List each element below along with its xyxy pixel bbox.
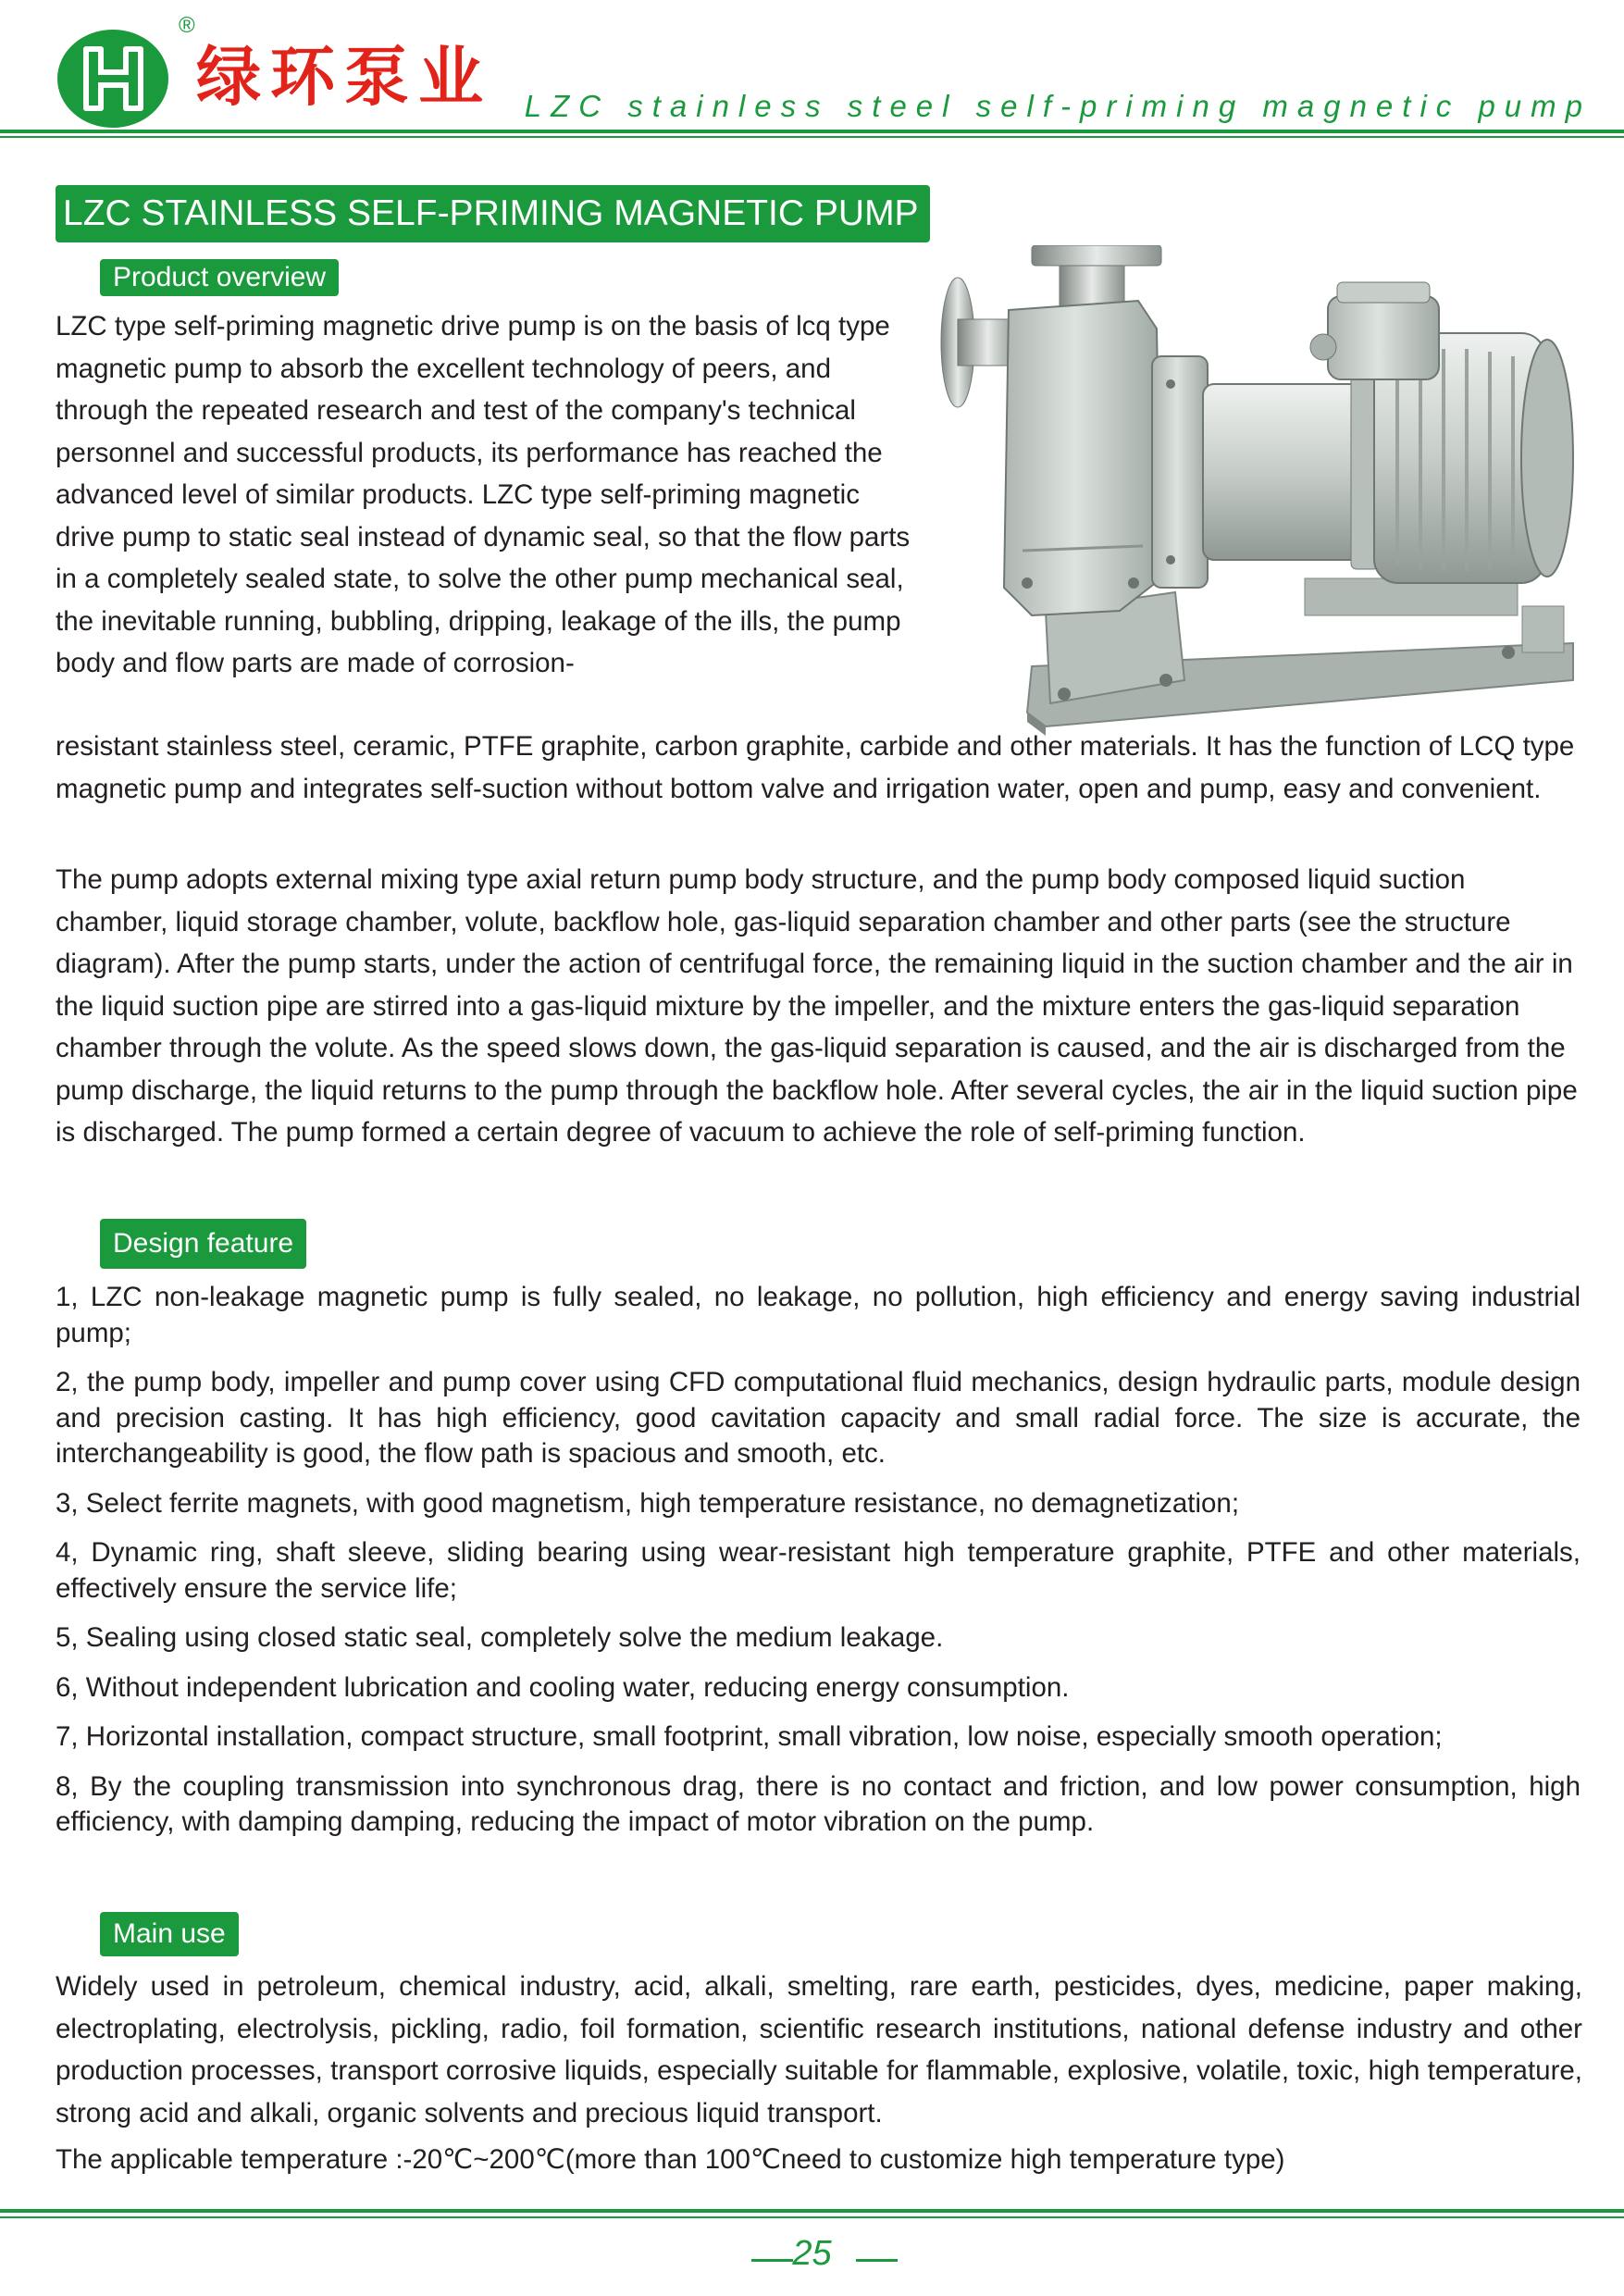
- design-feature-item: 2, the pump body, impeller and pump cover using CFD computational fluid mechanics, design hydraulic parts, module design and precision casting. It has high efficiency, good cavitation capacity and small radial force. The size is accurate, the interchangeability is good, the flow path is spacious and smooth, etc.: [56, 1367, 1581, 1469]
- section-label-main-use: Main use: [100, 1912, 239, 1956]
- registered-mark: ®: [179, 13, 195, 38]
- overview-paragraph-intro-continued: resistant stainless steel, ceramic, PTFE graphite, carbon graphite, carbide and other materials. It has the function of LCQ type magnetic pump and integrates self-suction without bottom valve and irrigation water, open and pump, easy and convenient.: [56, 731, 1575, 804]
- design-feature-item: 6, Without independent lubrication and cooling water, reducing energy consumption.: [56, 1671, 1070, 1703]
- header-tagline: LZC stainless steel self-priming magnetic pump: [524, 89, 1592, 123]
- section-label-design-feature: Design feature: [100, 1219, 306, 1269]
- design-feature-item: 5, Sealing using closed static seal, completely solve the medium leakage.: [56, 1622, 944, 1653]
- overview-paragraph-structure: The pump adopts external mixing type axial return pump body structure, and the pump body composed liquid suction chamber, liquid storage chamber, volute, backflow hole, gas-liquid separation chamber and other parts (see the structure diagram). After the pump starts, under the action of centrifugal force, the remaining liquid in the suction chamber and the air in the liquid suction pipe are stirred into a gas-liquid mixture by the impeller, and the mixture enters the gas-liquid separation chamber through the volute. As the speed slows down, the gas-liquid separation is caused, and the air is discharged from the pump discharge, the liquid returns to the pump through the backflow hole. After several cycles, the air in the liquid suction pipe is discharged. The pump formed a certain degree of vacuum to achieve the role of self-priming function.: [56, 864, 1578, 1148]
- lvhuan-logo-icon: [56, 28, 171, 130]
- section-label-product-overview: Product overview: [100, 259, 339, 296]
- design-feature-item: 1, LZC non-leakage magnetic pump is fully sealed, no leakage, no pollution, high efficiency and energy saving industrial pump;: [56, 1282, 1581, 1348]
- design-feature-list: [56, 1280, 1581, 1855]
- main-use-paragraph: Widely used in petroleum, chemical industry, acid, alkali, smelting, rare earth, pesticides, dyes, medicine, paper making, electroplating, electrolysis, pickling, radio, foil formation, scientific research institutions, national defense industry and other production processes, transport corrosive liquids, especially suitable for flammable, explosive, volatile, toxic, high temperature, strong acid and alkali, organic solvents and precious liquid transport.: [56, 1971, 1582, 2128]
- footer-divider: [0, 2209, 1624, 2213]
- page-number: 25: [792, 2234, 832, 2273]
- design-feature-item: 7, Horizontal installation, compact structure, small footprint, small vibration, low noise, especially smooth operation;: [56, 1721, 1443, 1752]
- overview-paragraph-intro: LZC type self-priming magnetic drive pump is on the basis of lcq type magnetic pump to absorb the excellent technology of peers, and through the repeated research and test of the company's technical personnel and successful products, its performance has reached the advanced level of similar products. LZC type self-priming magnetic drive pump to static seal instead of dynamic seal, so that the flow parts in a completely sealed state, to solve the other pump mechanical seal, the inevitable running, bubbling, dripping, leakage of the ills, the pump body and flow parts are made of corrosion-: [56, 311, 911, 678]
- magnetic-pump-illustration: [935, 245, 1592, 740]
- design-feature-item: 4, Dynamic ring, shaft sleeve, sliding bearing using wear-resistant high temperature graphite, PTFE and other materials, effectively ensure the service life;: [56, 1537, 1581, 1604]
- header-divider: [0, 130, 1624, 133]
- footer-divider-thin: [0, 2216, 1624, 2218]
- brand-name-chinese: 绿环泵业: [196, 39, 492, 115]
- applicable-temperature: The applicable temperature :-20℃~200℃(more than 100℃need to customize high temperature type): [56, 2144, 1285, 2175]
- header-divider-thin: [0, 136, 1624, 138]
- design-feature-item: 3, Select ferrite magnets, with good magnetism, high temperature resistance, no demagnetization;: [56, 1487, 1240, 1519]
- page-title: LZC STAINLESS SELF-PRIMING MAGNETIC PUMP: [56, 185, 930, 242]
- design-feature-item: 8, By the coupling transmission into synchronous drag, there is no contact and friction, and low power consumption, high efficiency, with damping damping, reducing the impact of motor vibration on the pump.: [56, 1770, 1581, 1837]
